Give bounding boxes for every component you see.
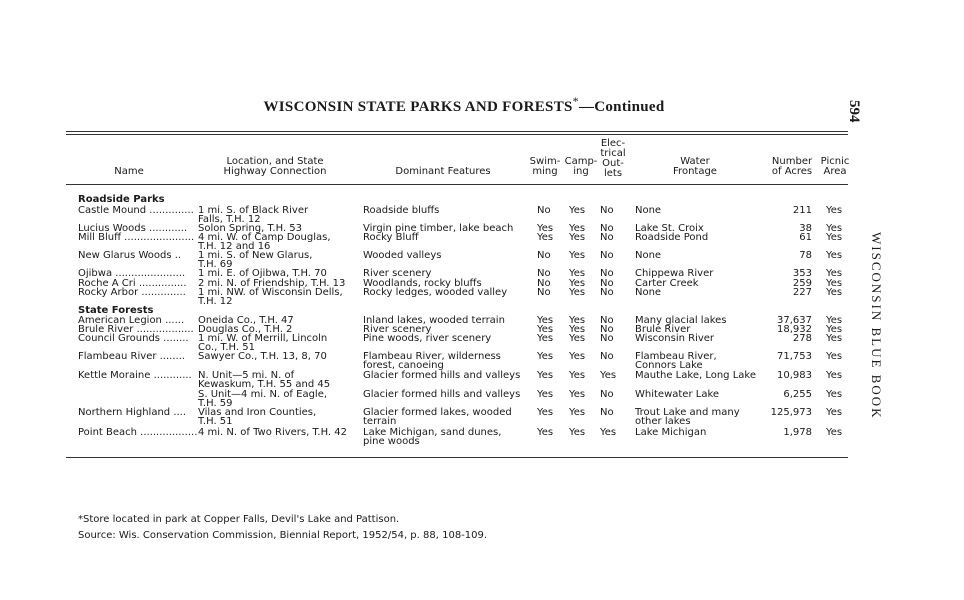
cell-water: Wisconsin River <box>635 333 715 344</box>
cell-swimming: No <box>537 250 551 261</box>
cell-water: Brule River <box>635 324 691 335</box>
cell-picnic: Yes <box>826 389 843 400</box>
cell-acres: 125,973 <box>770 407 812 418</box>
cell-name: Northern Highland .... <box>78 407 187 418</box>
cell-swimming: Yes <box>537 351 554 362</box>
cell-picnic: Yes <box>826 278 843 289</box>
cell-features: Flambeau River, wilderness forest, canoeing <box>363 351 501 371</box>
cell-camping: Yes <box>569 223 586 234</box>
col-header-location: Location, and State Highway Connection <box>223 156 327 177</box>
cell-name: Flambeau River ........ <box>78 351 186 362</box>
cell-camping: Yes <box>569 278 586 289</box>
cell-swimming: Yes <box>537 407 554 418</box>
cell-features: Wooded valleys <box>363 250 442 261</box>
footnote: *Store located in park at Copper Falls, Devil's Lake and Pattison. <box>78 514 400 525</box>
page-title: WISCONSIN STATE PARKS AND FORESTS*—Continued <box>263 94 665 115</box>
cell-acres: 71,753 <box>777 351 812 362</box>
cell-camping: Yes <box>569 333 586 344</box>
cell-swimming: Yes <box>537 232 554 243</box>
col-header-water: Water Frontage <box>673 156 717 177</box>
cell-electrical: No <box>600 278 614 289</box>
source-note: Source: Wis. Conservation Commission, Biennial Report, 1952/54, p. 88, 108-109. <box>78 530 488 541</box>
cell-electrical: No <box>600 250 614 261</box>
cell-water: Chippewa River <box>635 268 714 279</box>
cell-swimming: Yes <box>537 324 554 335</box>
header-rule-top <box>66 131 848 132</box>
cell-picnic: Yes <box>826 315 843 326</box>
header-rule-top-double <box>66 134 848 135</box>
cell-water: Carter Creek <box>635 278 699 289</box>
cell-swimming: Yes <box>537 223 554 234</box>
cell-picnic: Yes <box>826 287 843 298</box>
cell-picnic: Yes <box>826 268 843 279</box>
section-label-roadside-parks: Roadside Parks <box>78 194 165 205</box>
cell-features: Roadside bluffs <box>363 205 440 216</box>
cell-swimming: Yes <box>537 427 554 438</box>
cell-acres: 278 <box>792 333 812 344</box>
cell-picnic: Yes <box>826 324 843 335</box>
cell-camping: Yes <box>569 250 586 261</box>
cell-electrical: No <box>600 287 614 298</box>
cell-water: Mauthe Lake, Long Lake <box>635 370 756 381</box>
header-rule-bottom <box>66 184 848 185</box>
cell-name: Mill Bluff ...................... <box>78 232 195 243</box>
cell-features: River scenery <box>363 268 432 279</box>
cell-name: Castle Mound .............. <box>78 205 194 216</box>
cell-camping: Yes <box>569 427 586 438</box>
cell-features: Lake Michigan, sand dunes, pine woods <box>363 427 502 447</box>
cell-camping: Yes <box>569 268 586 279</box>
col-header-picnic: Picnic Area <box>820 156 850 177</box>
cell-location: S. Unit—4 mi. N. of Eagle, T.H. 59 <box>198 389 328 409</box>
cell-swimming: No <box>537 268 551 279</box>
cell-name: Kettle Moraine ............ <box>78 370 192 381</box>
cell-acres: 37,637 <box>777 315 812 326</box>
book-title: WISCONSIN BLUE BOOK <box>869 232 884 420</box>
cell-electrical: No <box>600 407 614 418</box>
cell-features: Glacier formed hills and valleys <box>363 370 521 381</box>
cell-name: Brule River .................. <box>78 324 194 335</box>
cell-swimming: Yes <box>537 370 554 381</box>
cell-swimming: Yes <box>537 333 554 344</box>
col-header-features: Dominant Features <box>395 166 491 177</box>
cell-camping: Yes <box>569 351 586 362</box>
cell-picnic: Yes <box>826 407 843 418</box>
cell-swimming: No <box>537 278 551 289</box>
cell-picnic: Yes <box>826 351 843 362</box>
cell-name: American Legion ...... <box>78 315 185 326</box>
cell-features: Glacier formed hills and valleys <box>363 389 521 400</box>
col-header-name: Name <box>114 166 144 177</box>
cell-picnic: Yes <box>826 250 843 261</box>
cell-picnic: Yes <box>826 427 843 438</box>
cell-acres: 353 <box>792 268 812 279</box>
cell-camping: Yes <box>569 315 586 326</box>
cell-location: Oneida Co., T.H. 47 <box>198 315 294 326</box>
cell-location: 1 mi. S. of New Glarus, T.H. 69 <box>198 250 313 270</box>
cell-electrical: No <box>600 351 614 362</box>
cell-name: Ojibwa ...................... <box>78 268 186 279</box>
cell-name: Lucius Woods ............ <box>78 223 188 234</box>
cell-water: Many glacial lakes <box>635 315 727 326</box>
cell-location: 1 mi. W. of Merrill, Lincoln Co., T.H. 51 <box>198 333 328 353</box>
cell-picnic: Yes <box>826 232 843 243</box>
cell-location: 1 mi. NW. of Wisconsin Dells, T.H. 12 <box>198 287 343 307</box>
cell-electrical: Yes <box>600 427 617 438</box>
cell-name: Rocky Arbor .............. <box>78 287 186 298</box>
cell-acres: 6,255 <box>783 389 812 400</box>
table-rule-bottom <box>66 457 848 458</box>
cell-name: New Glarus Woods .. <box>78 250 182 261</box>
cell-swimming: No <box>537 205 551 216</box>
cell-water: Whitewater Lake <box>635 389 720 400</box>
cell-picnic: Yes <box>826 333 843 344</box>
cell-acres: 1,978 <box>783 427 812 438</box>
cell-electrical: No <box>600 389 614 400</box>
cell-acres: 18,932 <box>777 324 812 335</box>
cell-picnic: Yes <box>826 370 843 381</box>
cell-camping: Yes <box>569 287 586 298</box>
cell-acres: 227 <box>792 287 812 298</box>
col-header-camping: Camp- ing <box>564 156 598 177</box>
cell-location: 4 mi. N. of Two Rivers, T.H. 42 <box>198 427 348 438</box>
cell-water: Flambeau River, Connors Lake <box>635 351 717 371</box>
cell-picnic: Yes <box>826 205 843 216</box>
title-footnote-marker: * <box>572 94 579 108</box>
cell-location: 1 mi. S. of Black River Falls, T.H. 12 <box>198 205 309 225</box>
cell-camping: Yes <box>569 324 586 335</box>
cell-swimming: Yes <box>537 315 554 326</box>
col-header-electrical: Elec- trical Out- lets <box>600 138 626 179</box>
cell-water: None <box>635 250 662 261</box>
cell-camping: Yes <box>569 232 586 243</box>
cell-features: Pine woods, river scenery <box>363 333 492 344</box>
cell-camping: Yes <box>569 205 586 216</box>
cell-water: Trout Lake and many other lakes <box>635 407 740 427</box>
cell-acres: 259 <box>792 278 812 289</box>
cell-electrical: Yes <box>600 370 617 381</box>
col-header-swimming: Swim- ming <box>529 156 561 177</box>
cell-features: Rocky Bluff <box>363 232 419 243</box>
cell-electrical: No <box>600 324 614 335</box>
cell-location: Sawyer Co., T.H. 13, 8, 70 <box>198 351 327 362</box>
cell-picnic: Yes <box>826 223 843 234</box>
col-header-acres: Number of Acres <box>771 156 813 177</box>
cell-swimming: Yes <box>537 389 554 400</box>
cell-acres: 10,983 <box>777 370 812 381</box>
cell-features: Woodlands, rocky bluffs <box>363 278 482 289</box>
cell-features: Rocky ledges, wooded valley <box>363 287 508 298</box>
cell-electrical: No <box>600 205 614 216</box>
cell-camping: Yes <box>569 389 586 400</box>
cell-features: Virgin pine timber, lake beach <box>363 223 514 234</box>
cell-water: Roadside Pond <box>635 232 709 243</box>
cell-acres: 38 <box>799 223 812 234</box>
cell-camping: Yes <box>569 407 586 418</box>
cell-location: N. Unit—5 mi. N. of Kewaskum, T.H. 55 and 45 <box>198 370 331 390</box>
cell-water: None <box>635 205 662 216</box>
cell-features: Inland lakes, wooded terrain <box>363 315 505 326</box>
cell-location: 2 mi. N. of Friendship, T.H. 13 <box>198 278 346 289</box>
cell-acres: 78 <box>799 250 812 261</box>
cell-electrical: No <box>600 268 614 279</box>
cell-electrical: No <box>600 223 614 234</box>
cell-name: Roche A Cri ............... <box>78 278 187 289</box>
cell-electrical: No <box>600 232 614 243</box>
cell-acres: 211 <box>792 205 812 216</box>
cell-swimming: No <box>537 287 551 298</box>
cell-electrical: No <box>600 315 614 326</box>
cell-name: Council Grounds ........ <box>78 333 189 344</box>
cell-location: Douglas Co., T.H. 2 <box>198 324 293 335</box>
cell-water: Lake St. Croix <box>635 223 704 234</box>
cell-location: 4 mi. W. of Camp Douglas, T.H. 12 and 16 <box>198 232 331 252</box>
page-number: 594 <box>846 100 862 123</box>
cell-features: Glacier formed lakes, wooded terrain <box>363 407 512 427</box>
cell-location: 1 mi. E. of Ojibwa, T.H. 70 <box>198 268 327 279</box>
cell-location: Solon Spring, T.H. 53 <box>198 223 303 234</box>
section-label-state-forests: State Forests <box>78 305 154 316</box>
cell-water: Lake Michigan <box>635 427 707 438</box>
cell-name: Point Beach .................. <box>78 427 198 438</box>
cell-electrical: No <box>600 333 614 344</box>
cell-features: River scenery <box>363 324 432 335</box>
cell-camping: Yes <box>569 370 586 381</box>
cell-water: None <box>635 287 662 298</box>
cell-location: Vilas and Iron Counties, T.H. 51 <box>198 407 317 427</box>
cell-acres: 61 <box>799 232 812 243</box>
